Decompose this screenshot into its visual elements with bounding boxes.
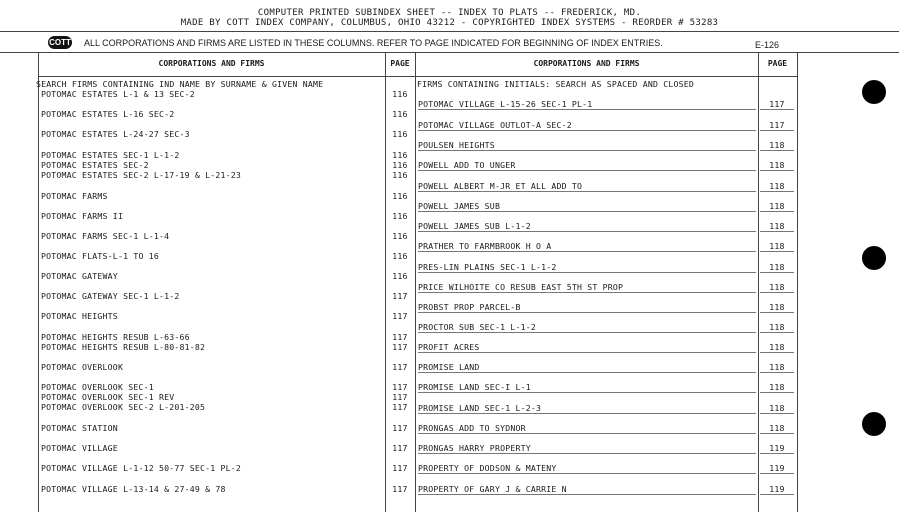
- left-entry-page: 117: [392, 291, 408, 301]
- right-entry-name: PROBST PROP PARCEL-B: [418, 302, 756, 313]
- punch-hole-bottom: [862, 412, 886, 436]
- rule-header-bottom: [38, 76, 798, 77]
- left-entry-name: POTOMAC FARMS II: [41, 211, 124, 221]
- rule-header-top: [0, 52, 899, 53]
- right-entry-page: 117: [760, 120, 794, 131]
- punch-hole-middle: [862, 246, 886, 270]
- left-entry-name: POTOMAC GATEWAY SEC-1 L-1-2: [41, 291, 180, 301]
- right-entry-name: POWELL ADD TO UNGER: [418, 160, 756, 171]
- right-entry-name: PRONGAS ADD TO SYDNOR: [418, 423, 756, 434]
- left-entry-name: POTOMAC VILLAGE: [41, 443, 118, 453]
- left-entry-name: POTOMAC ESTATES L-1 & 13 SEC-2: [41, 89, 195, 99]
- left-entry-page: 117: [392, 423, 408, 433]
- right-entry-page: 118: [760, 423, 794, 434]
- header-title: COMPUTER PRINTED SUBINDEX SHEET -- INDEX TO PLATS -- FREDERICK, MD.: [257, 8, 642, 18]
- right-entry-page: 118: [760, 382, 794, 393]
- left-entry-name: POTOMAC OVERLOOK SEC-1: [41, 382, 154, 392]
- left-subheading: SEARCH FIRMS CONTAINING IND NAME BY SURNAME & GIVEN NAME: [36, 79, 324, 89]
- left-entry-page: 116: [392, 150, 408, 160]
- right-entry-page: 118: [760, 403, 794, 414]
- right-entry-name: POWELL JAMES SUB: [418, 201, 756, 212]
- left-entry-name: POTOMAC ESTATES L-16 SEC-2: [41, 109, 175, 119]
- left-entry-name: POTOMAC VILLAGE L-1-12 50-77 SEC-1 PL-2: [41, 463, 242, 473]
- right-entry-name: POULSEN HEIGHTS: [418, 140, 756, 151]
- right-entry-page: 118: [760, 241, 794, 252]
- right-entry-name: PRICE WILHOITE CO RESUB EAST 5TH ST PROP: [418, 282, 756, 293]
- right-entry-page: 118: [760, 362, 794, 373]
- left-entry-page: 116: [392, 109, 408, 119]
- left-entry-name: POTOMAC ESTATES SEC-1 L-1-2: [41, 150, 180, 160]
- left-column-heading: CORPORATIONS AND FIRMS: [158, 59, 265, 68]
- left-entry-page: 117: [392, 484, 408, 494]
- right-entry-name: PRES-LIN PLAINS SEC-1 L-1-2: [418, 262, 756, 273]
- left-entry-page: 116: [392, 129, 408, 139]
- right-entry-name: PROMISE LAND: [418, 362, 756, 373]
- right-entry-page: 118: [760, 322, 794, 333]
- right-entry-name: PROPERTY OF GARY J & CARRIE N: [418, 484, 756, 495]
- divider-right-page: [758, 52, 759, 512]
- punch-hole-top: [862, 80, 886, 104]
- left-entry-page: 117: [392, 402, 408, 412]
- right-entry-page: 118: [760, 262, 794, 273]
- right-entry-page: 119: [760, 484, 794, 495]
- left-entry-page: 116: [392, 191, 408, 201]
- cott-logo: COTT: [49, 38, 71, 47]
- divider-left-edge: [38, 52, 39, 512]
- right-entry-page: 118: [760, 342, 794, 353]
- right-entry-page: 118: [760, 181, 794, 192]
- left-entry-page: 116: [392, 251, 408, 261]
- divider-right-edge: [797, 52, 798, 512]
- left-entry-name: POTOMAC STATION: [41, 423, 118, 433]
- left-entry-name: POTOMAC HEIGHTS: [41, 311, 118, 321]
- left-entry-name: POTOMAC VILLAGE L-13-14 & 27-49 & 78: [41, 484, 226, 494]
- left-entry-name: POTOMAC FLATS-L-1 TO 16: [41, 251, 159, 261]
- left-entry-page: 117: [392, 382, 408, 392]
- rule-top: [0, 31, 899, 32]
- left-entry-page: 117: [392, 342, 408, 352]
- right-entry-page: 118: [760, 201, 794, 212]
- left-entry-page: 116: [392, 231, 408, 241]
- right-entry-name: PROMISE LAND SEC-I L-1: [418, 382, 756, 393]
- left-entry-name: POTOMAC OVERLOOK: [41, 362, 124, 372]
- left-entry-name: POTOMAC ESTATES SEC-2 L-17-19 & L-21-23: [41, 170, 242, 180]
- right-entry-page: 119: [760, 463, 794, 474]
- left-entry-name: POTOMAC OVERLOOK SEC-1 REV: [41, 392, 175, 402]
- left-entry-page: 117: [392, 392, 408, 402]
- left-entry-page: 117: [392, 443, 408, 453]
- right-entry-page: 118: [760, 282, 794, 293]
- right-entry-page: 118: [760, 302, 794, 313]
- sheet-number: E-126: [755, 40, 780, 50]
- right-entry-name: PRATHER TO FARMBROOK H O A: [418, 241, 756, 252]
- divider-center: [415, 52, 416, 512]
- right-entry-name: POTOMAC VILLAGE OUTLOT-A SEC-2: [418, 120, 756, 131]
- right-entry-page: 118: [760, 140, 794, 151]
- left-entry-name: POTOMAC HEIGHTS RESUB L-80-81-82: [41, 342, 206, 352]
- right-entry-name: PROPERTY OF DODSON & MATENY: [418, 463, 756, 474]
- left-entry-page: 116: [392, 160, 408, 170]
- right-entry-page: 118: [760, 221, 794, 232]
- left-entry-page: 116: [392, 89, 408, 99]
- right-entry-page: 119: [760, 443, 794, 454]
- left-entry-name: POTOMAC ESTATES L-24-27 SEC-3: [41, 129, 190, 139]
- left-entry-page: 117: [392, 332, 408, 342]
- left-entry-page: 116: [392, 211, 408, 221]
- header-publisher: MADE BY COTT INDEX COMPANY, COLUMBUS, OHIO 43212 - COPYRIGHTED INDEX SYSTEMS - REORDER # 53283: [180, 18, 719, 28]
- left-entry-page: 117: [392, 463, 408, 473]
- left-entry-name: POTOMAC FARMS SEC-1 L-1-4: [41, 231, 170, 241]
- left-entry-page: 116: [392, 271, 408, 281]
- left-entry-name: POTOMAC GATEWAY: [41, 271, 118, 281]
- right-page-heading: PAGE: [767, 59, 788, 68]
- left-page-heading: PAGE: [390, 59, 410, 68]
- left-entry-page: 117: [392, 362, 408, 372]
- right-entry-name: POTOMAC VILLAGE L-15-26 SEC-1 PL-1: [418, 99, 756, 110]
- left-entry-page: 117: [392, 311, 408, 321]
- left-entry-name: POTOMAC HEIGHTS RESUB L-63-66: [41, 332, 190, 342]
- right-column-heading: CORPORATIONS AND FIRMS: [533, 59, 640, 68]
- right-entry-page: 117: [760, 99, 794, 110]
- left-entry-name: POTOMAC ESTATES SEC-2: [41, 160, 149, 170]
- right-entry-name: PROMISE LAND SEC-1 L-2-3: [418, 403, 756, 414]
- right-entry-page: 118: [760, 160, 794, 171]
- notice-bar: [48, 36, 663, 49]
- left-entry-name: POTOMAC OVERLOOK SEC-2 L-201-205: [41, 402, 206, 412]
- right-entry-name: PROFIT ACRES: [418, 342, 756, 353]
- right-entry-name: POWELL ALBERT M-JR ET ALL ADD TO: [418, 181, 756, 192]
- right-subheading: FIRMS CONTAINING INITIALS: SEARCH AS SPACED AND CLOSED: [417, 79, 694, 89]
- right-entry-name: PROCTOR SUB SEC-1 L-1-2: [418, 322, 756, 333]
- left-entry-page: 116: [392, 170, 408, 180]
- right-entry-name: PRONGAS HARRY PROPERTY: [418, 443, 756, 454]
- notice-text: ALL CORPORATIONS AND FIRMS ARE LISTED IN THESE COLUMNS. REFER TO PAGE INDICATED FOR BEGINNING OF INDEX ENTRIES.: [84, 37, 663, 48]
- left-entry-name: POTOMAC FARMS: [41, 191, 108, 201]
- right-entry-name: POWELL JAMES SUB L-1-2: [418, 221, 756, 232]
